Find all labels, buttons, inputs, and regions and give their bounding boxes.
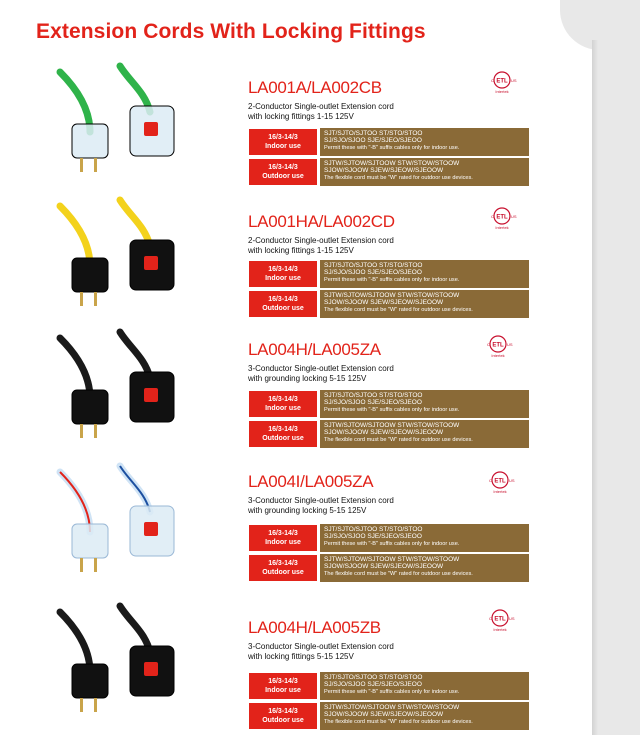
gauge-label: 16/3-14/3 [268, 678, 298, 685]
page-title: Extension Cords With Locking Fittings [36, 20, 426, 43]
usage-note: Permit these with "-B" suffix cables only for indoor use. [324, 406, 460, 413]
svg-text:Intertek: Intertek [493, 489, 507, 494]
gauge-label: 16/3-14/3 [268, 708, 298, 715]
spec-row-outdoor [248, 290, 529, 318]
spec-label-outdoor [248, 420, 318, 448]
usage-note: Permit these with "-B" suffix cables only for indoor use. [324, 144, 460, 151]
svg-text:Intertek: Intertek [495, 225, 509, 230]
use-label: Outdoor use [262, 717, 304, 724]
cable-codes-line-1: SJTW/SJTOW/SJTOOW STW/STOW/STOOW [324, 556, 460, 563]
use-label: Outdoor use [262, 569, 304, 576]
product-description [248, 496, 478, 516]
svg-text:C: C [491, 214, 494, 219]
svg-text:US: US [509, 478, 515, 483]
svg-text:C: C [489, 478, 492, 483]
spec-codes-indoor [320, 260, 529, 288]
use-label: Indoor use [265, 143, 301, 150]
etl-certification-icon [486, 206, 524, 232]
svg-text:US: US [511, 78, 517, 83]
description-line-2: with grounding locking 5-15 125V [248, 506, 367, 515]
description-line-2: with grounding locking 5-15 125V [248, 374, 367, 383]
svg-text:US: US [507, 342, 513, 347]
svg-text:ETL: ETL [496, 214, 508, 221]
gauge-label: 16/3-14/3 [268, 266, 298, 273]
cable-codes-line-2: SJ/SJO/SJOO SJE/SJEO/SJEOO [324, 399, 422, 407]
usage-note: Permit these with "-B" suffix cables only for indoor use. [324, 540, 460, 547]
use-label: Indoor use [265, 405, 301, 412]
spec-label-indoor [248, 390, 318, 418]
cable-codes-line-1: SJT/SJTO/SJTOO ST/STO/STOO [324, 130, 423, 137]
spec-row-outdoor [248, 420, 529, 448]
description-line-2: with locking fittings 1-15 125V [248, 112, 354, 121]
usage-note: The flexible cord must be "W" rated for outdoor use devices. [324, 570, 473, 577]
product-description [248, 364, 478, 384]
product-entry [0, 602, 560, 725]
gauge-label: 16/3-14/3 [268, 560, 298, 567]
description-line-1: 3-Conductor Single-outlet Extension cord [248, 364, 394, 373]
spec-codes-indoor [320, 390, 529, 418]
spec-codes-outdoor [320, 158, 529, 186]
cable-codes-line-1: SJT/SJTO/SJTOO ST/STO/STOO [324, 392, 423, 399]
cable-codes-line-1: SJT/SJTO/SJTOO ST/STO/STOO [324, 526, 423, 533]
cable-codes-line-2: SJOW/SJOOW SJEW/SJEOW/SJEOOW [324, 299, 444, 307]
svg-text:US: US [509, 616, 515, 621]
spec-row-indoor [248, 390, 529, 418]
product-entry [0, 62, 560, 182]
etl-certification-icon [484, 608, 522, 634]
gauge-label: 16/3-14/3 [268, 134, 298, 141]
usage-note: The flexible cord must be "W" rated for outdoor use devices. [324, 436, 473, 443]
svg-text:Intertek: Intertek [491, 353, 505, 358]
spec-codes-outdoor [320, 420, 529, 448]
extension-cord-photo [50, 462, 230, 580]
gauge-label: 16/3-14/3 [268, 426, 298, 433]
extension-cord-photo [50, 602, 230, 720]
extension-cord-photo [50, 328, 230, 446]
sidebar-shadow [592, 40, 598, 735]
spec-codes-outdoor [320, 290, 529, 318]
product-model-code: LA004I/LA005ZA [248, 472, 374, 491]
description-line-1: 2-Conductor Single-outlet Extension cord [248, 236, 394, 245]
spec-codes-indoor [320, 128, 529, 156]
cable-codes-line-1: SJTW/SJTOW/SJTOOW STW/STOW/STOOW [324, 704, 460, 711]
use-label: Outdoor use [262, 305, 304, 312]
product-model-code: LA001HA/LA002CD [248, 212, 395, 231]
description-line-2: with locking fittings 1-15 125V [248, 246, 354, 255]
use-label: Indoor use [265, 687, 301, 694]
spec-row-indoor [248, 260, 529, 288]
spec-label-indoor [248, 672, 318, 700]
usage-note: Permit these with "-B" suffix cables only for indoor use. [324, 276, 460, 283]
gauge-label: 16/3-14/3 [268, 164, 298, 171]
product-model-code: LA004H/LA005ZA [248, 340, 381, 359]
spec-codes-outdoor [320, 702, 529, 730]
etl-certification-icon [484, 470, 522, 496]
use-label: Outdoor use [262, 435, 304, 442]
spec-row-outdoor [248, 158, 529, 186]
product-entry [0, 328, 560, 448]
spec-row-indoor [248, 672, 529, 700]
usage-note: The flexible cord must be "W" rated for outdoor use devices. [324, 306, 473, 313]
product-description [248, 642, 478, 662]
extension-cord-photo [50, 196, 230, 314]
spec-label-outdoor [248, 702, 318, 730]
product-description [248, 236, 478, 256]
cable-codes-line-1: SJTW/SJTOW/SJTOOW STW/STOW/STOOW [324, 292, 460, 299]
product-description [248, 102, 478, 122]
svg-text:ETL: ETL [494, 478, 506, 485]
gauge-label: 16/3-14/3 [268, 530, 298, 537]
cable-codes-line-2: SJOW/SJOOW SJEW/SJEOW/SJEOOW [324, 563, 444, 571]
product-model-code: LA004H/LA005ZB [248, 618, 381, 637]
spec-label-outdoor [248, 158, 318, 186]
spec-label-indoor [248, 260, 318, 288]
svg-text:Intertek: Intertek [495, 89, 509, 94]
usage-note: The flexible cord must be "W" rated for outdoor use devices. [324, 718, 473, 725]
cable-codes-line-2: SJOW/SJOOW SJEW/SJEOW/SJEOOW [324, 167, 444, 175]
cable-codes-line-1: SJT/SJTO/SJTOO ST/STO/STOO [324, 674, 423, 681]
spec-label-indoor [248, 128, 318, 156]
svg-text:US: US [511, 214, 517, 219]
cable-codes-line-2: SJ/SJO/SJOO SJE/SJEO/SJEOO [324, 269, 422, 277]
usage-note: Permit these with "-B" suffix cables only for indoor use. [324, 688, 460, 695]
product-entry [0, 196, 560, 316]
cable-codes-line-2: SJ/SJO/SJOO SJE/SJEO/SJEOO [324, 137, 422, 145]
spec-row-outdoor [248, 702, 529, 730]
spec-row-indoor [248, 128, 529, 156]
spec-codes-indoor [320, 524, 529, 552]
product-model-code: LA001A/LA002CB [248, 78, 382, 97]
use-label: Outdoor use [262, 173, 304, 180]
cable-codes-line-1: SJTW/SJTOW/SJTOOW STW/STOW/STOOW [324, 422, 460, 429]
cable-codes-line-2: SJ/SJO/SJOO SJE/SJEO/SJEOO [324, 533, 422, 541]
spec-label-outdoor [248, 290, 318, 318]
cable-codes-line-2: SJ/SJO/SJOO SJE/SJEO/SJEOO [324, 681, 422, 689]
description-line-1: 3-Conductor Single-outlet Extension cord [248, 642, 394, 651]
use-label: Indoor use [265, 275, 301, 282]
spec-label-outdoor [248, 554, 318, 582]
spec-codes-indoor [320, 672, 529, 700]
right-sidebar-strip [592, 0, 640, 735]
description-line-1: 2-Conductor Single-outlet Extension cord [248, 102, 394, 111]
svg-text:ETL: ETL [494, 616, 506, 623]
cable-codes-line-1: SJTW/SJTOW/SJTOOW STW/STOW/STOOW [324, 160, 460, 167]
etl-certification-icon [482, 334, 520, 360]
usage-note: The flexible cord must be "W" rated for outdoor use devices. [324, 174, 473, 181]
svg-text:C: C [491, 78, 494, 83]
spec-label-indoor [248, 524, 318, 552]
gauge-label: 16/3-14/3 [268, 396, 298, 403]
svg-text:C: C [489, 616, 492, 621]
extension-cord-photo [50, 62, 230, 180]
svg-text:Intertek: Intertek [493, 627, 507, 632]
spec-row-outdoor [248, 554, 529, 582]
description-line-1: 3-Conductor Single-outlet Extension cord [248, 496, 394, 505]
etl-certification-icon [486, 70, 524, 96]
spec-row-indoor [248, 524, 529, 552]
cable-codes-line-2: SJOW/SJOOW SJEW/SJEOW/SJEOOW [324, 711, 444, 719]
cable-codes-line-2: SJOW/SJOOW SJEW/SJEOW/SJEOOW [324, 429, 444, 437]
use-label: Indoor use [265, 539, 301, 546]
product-entry [0, 462, 560, 582]
gauge-label: 16/3-14/3 [268, 296, 298, 303]
svg-text:C: C [487, 342, 490, 347]
svg-text:ETL: ETL [496, 78, 508, 85]
svg-text:ETL: ETL [492, 342, 504, 349]
spec-codes-outdoor [320, 554, 529, 582]
cable-codes-line-1: SJT/SJTO/SJTOO ST/STO/STOO [324, 262, 423, 269]
description-line-2: with locking fittings 5-15 125V [248, 652, 354, 661]
